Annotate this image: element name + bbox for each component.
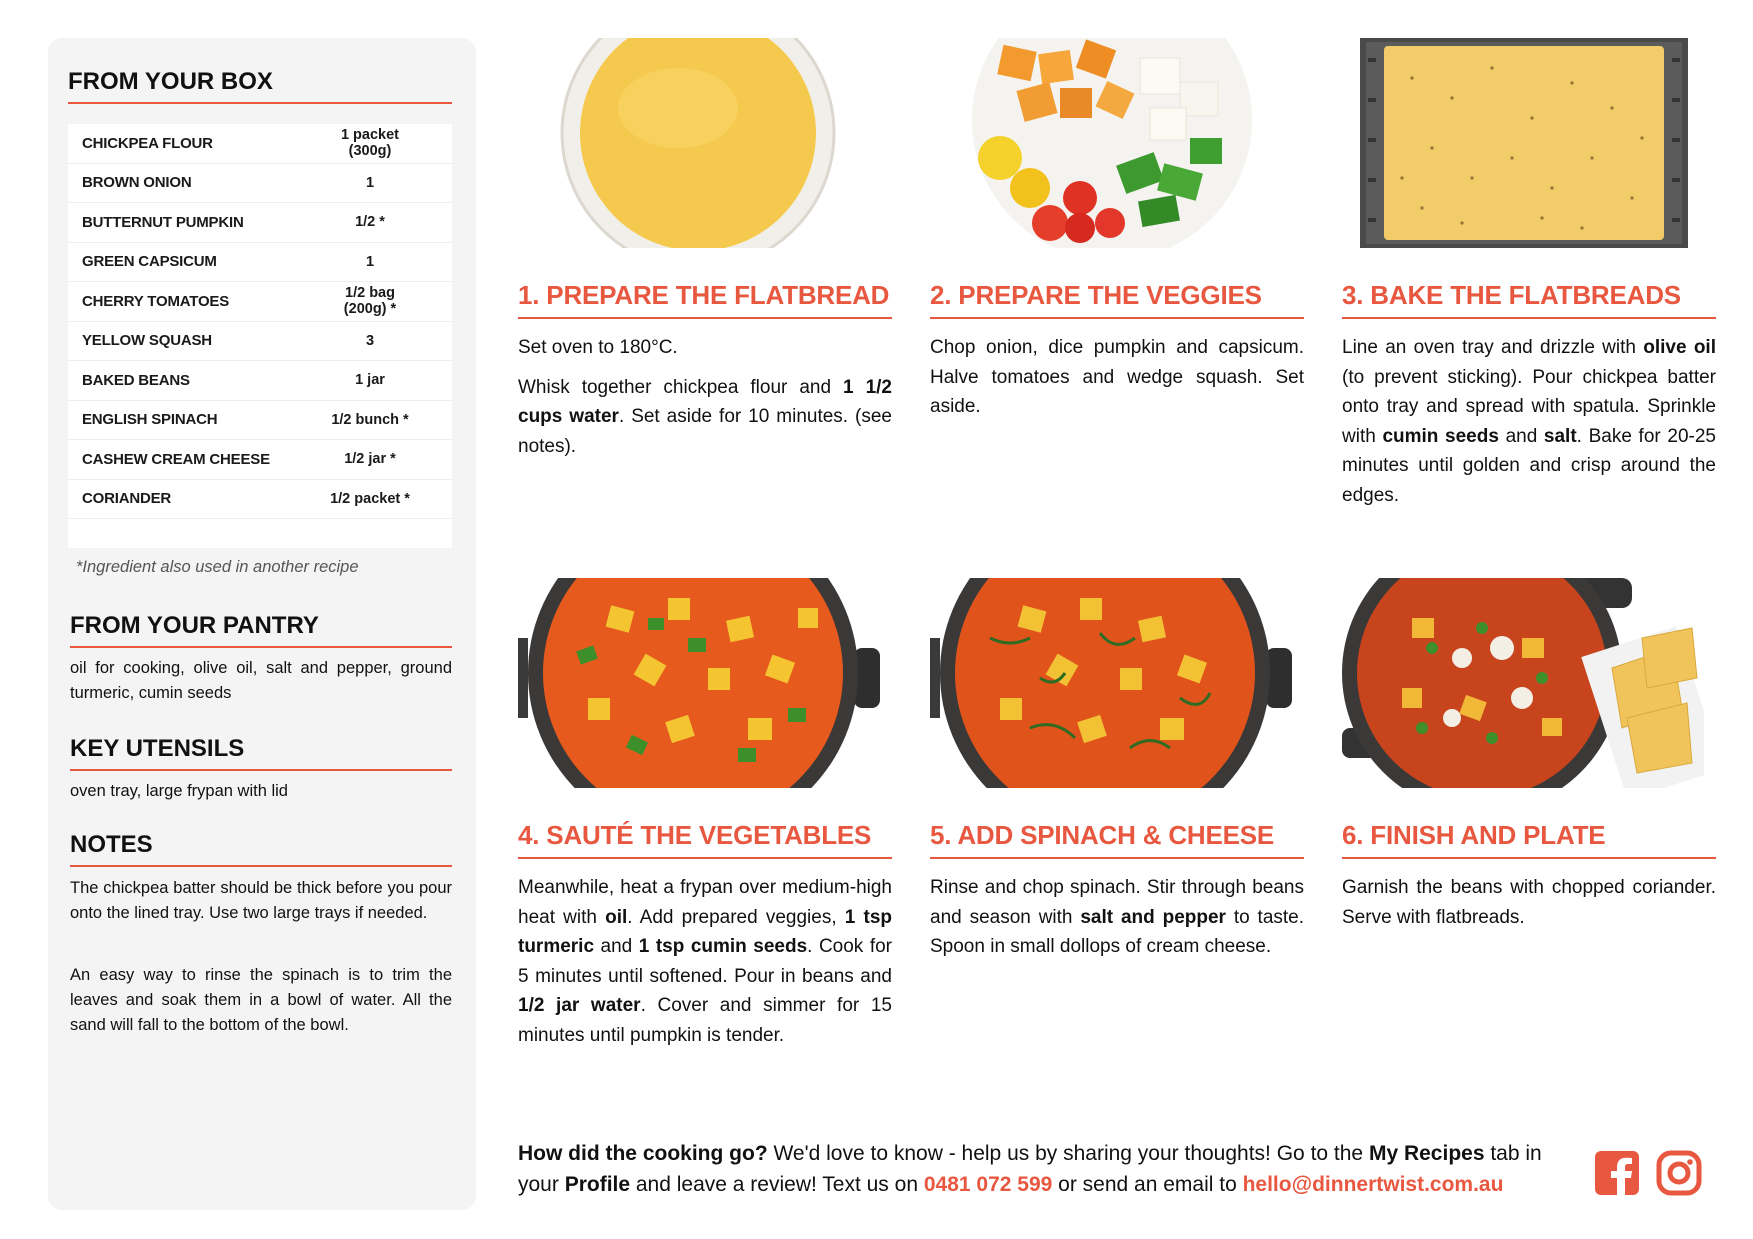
ingredient-row: [68, 480, 452, 520]
ingredient-footnote: *Ingredient also used in another recipe: [76, 558, 359, 576]
ingredient-qty: 1/2 jar *: [344, 451, 396, 468]
footer-question: How did the cooking go?: [518, 1142, 768, 1165]
ingredient-table: [68, 124, 452, 548]
ingredient-name: BROWN ONION: [82, 174, 192, 192]
ingredient-row: [68, 243, 452, 283]
step-4-text: Meanwhile, heat a frypan over medium-high heat with oil. Add prepared veggies, 1 tsp turmeric and 1 tsp cumin seeds. Cook for 5 minutes until softened. Pour in beans and 1/2 jar water. Cover and simmer for 15 minutes until pumpkin is tender.: [518, 877, 892, 1046]
ingredient-qty: 1 jar: [355, 372, 385, 389]
step-5-text: Rinse and chop spinach. Stir through beans and season with salt and pepper to taste. Spoon in small dollops of cream cheese.: [930, 877, 1305, 957]
step-3-body: [1342, 333, 1716, 510]
step-2-body: [930, 333, 1304, 422]
ingredient-name: GREEN CAPSICUM: [82, 253, 217, 271]
notes-title: NOTES: [70, 831, 452, 867]
flatbread-batter-photo: [518, 38, 880, 248]
ingredient-row: [68, 282, 452, 322]
ingredient-row: [68, 124, 452, 164]
step-5: [930, 578, 1304, 972]
step-4-body: [518, 873, 892, 1050]
step-6-title: 6. FINISH AND PLATE: [1342, 820, 1716, 859]
ingredient-row: [68, 361, 452, 401]
notes-paragraph: The chickpea batter should be thick before you pour onto the lined tray. Use two large trays if needed.: [70, 879, 452, 922]
step-1-text: Whisk together chickpea flour and 1 1/2 cups water. Set aside for 10 minutes. (see notes).: [518, 376, 893, 457]
finished-plate-photo: [1342, 578, 1704, 788]
step-1-title: 1. PREPARE THE FLATBREAD: [518, 280, 892, 319]
step-2: [930, 38, 1304, 432]
step-2-text: Chop onion, dice pumpkin and capsicum. Halve tomatoes and wedge squash. Set aside.: [930, 337, 1304, 417]
step-3-text: Line an oven tray and drizzle with olive oil (to prevent sticking). Pour chickpea batter onto tray and spread with spatula. Sprinkle with cumin seeds and salt. Bake for 20-25 minutes until golden and crisp around the edges.: [1342, 337, 1716, 506]
phone-link[interactable]: 0481 072 599: [923, 1173, 1053, 1196]
ingredient-qty: 1: [365, 174, 375, 191]
step-5-body: [930, 873, 1304, 962]
ingredient-qty: 1/2 bunch *: [331, 411, 409, 428]
step-2-title: 2. PREPARE THE VEGGIES: [930, 280, 1304, 319]
ingredient-name: CHERRY TOMATOES: [82, 292, 230, 310]
from-your-pantry-title: FROM YOUR PANTRY: [70, 612, 452, 648]
step-3: [1342, 38, 1716, 520]
ingredient-name: BUTTERNUT PUMPKIN: [82, 213, 244, 231]
ingredient-qty: 3: [365, 332, 375, 349]
ingredient-row: [68, 440, 452, 480]
step-6: [1342, 578, 1716, 942]
ingredient-row: [68, 401, 452, 441]
ingredient-qty: 1: [365, 253, 375, 270]
ingredient-qty: 1/2 *: [355, 214, 385, 231]
feedback-footer: How did the cooking go? We'd love to know - help us by sharing your thoughts! Go to the My Recipes tab in your Profile and leave a review! Text us on 0481 072 599 or send an email to hello@dinnertwist.com.au: [518, 1142, 1542, 1196]
ingredient-name: YELLOW SQUASH: [82, 332, 212, 350]
step-3-title: 3. BAKE THE FLATBREADS: [1342, 280, 1716, 319]
saute-vegetables-photo: [518, 578, 880, 788]
ingredient-name: CASHEW CREAM CHEESE: [82, 450, 270, 468]
ingredient-name: BAKED BEANS: [82, 371, 190, 389]
step-6-body: [1342, 873, 1716, 932]
ingredient-qty: 1/2 bag (200g) *: [343, 285, 397, 318]
step-5-title: 5. ADD SPINACH & CHEESE: [930, 820, 1304, 859]
facebook-icon[interactable]: [1594, 1150, 1640, 1196]
step-1-body: [518, 333, 892, 461]
email-link[interactable]: hello@dinnertwist.com.au: [1242, 1173, 1504, 1196]
ingredient-name: CHICKPEA FLOUR: [82, 134, 213, 152]
ingredient-row: [68, 164, 452, 204]
ingredient-name: ENGLISH SPINACH: [82, 411, 218, 429]
ingredient-row: [68, 322, 452, 362]
ingredient-name: CORIANDER: [82, 490, 172, 508]
spinach-cheese-photo: [930, 578, 1292, 788]
baking-tray-photo: [1342, 38, 1704, 248]
step-1-text: Set oven to 180°C.: [518, 337, 678, 358]
step-1: [518, 38, 892, 471]
pantry-text: oil for cooking, olive oil, salt and pepper, ground turmeric, cumin seeds: [70, 659, 452, 702]
utensils-text: oven tray, large frypan with lid: [70, 782, 288, 800]
step-4-title: 4. SAUTÉ THE VEGETABLES: [518, 820, 892, 859]
notes-paragraph: An easy way to rinse the spinach is to trim the leaves and soak them in a bowl of water. All the sand will fall to the bottom of the bowl.: [70, 966, 452, 1034]
chopped-veggies-photo: [930, 38, 1292, 248]
step-4: [518, 578, 892, 1060]
ingredients-sidebar: [48, 38, 476, 1210]
ingredient-row: [68, 203, 452, 243]
from-your-box-title: FROM YOUR BOX: [68, 68, 452, 104]
key-utensils-title: KEY UTENSILS: [70, 735, 452, 771]
ingredient-qty: 1 packet (300g): [340, 127, 400, 160]
ingredient-qty: 1/2 packet *: [330, 490, 410, 507]
step-6-text: Garnish the beans with chopped coriander. Serve with flatbreads.: [1342, 877, 1716, 928]
instagram-icon[interactable]: [1656, 1150, 1702, 1196]
